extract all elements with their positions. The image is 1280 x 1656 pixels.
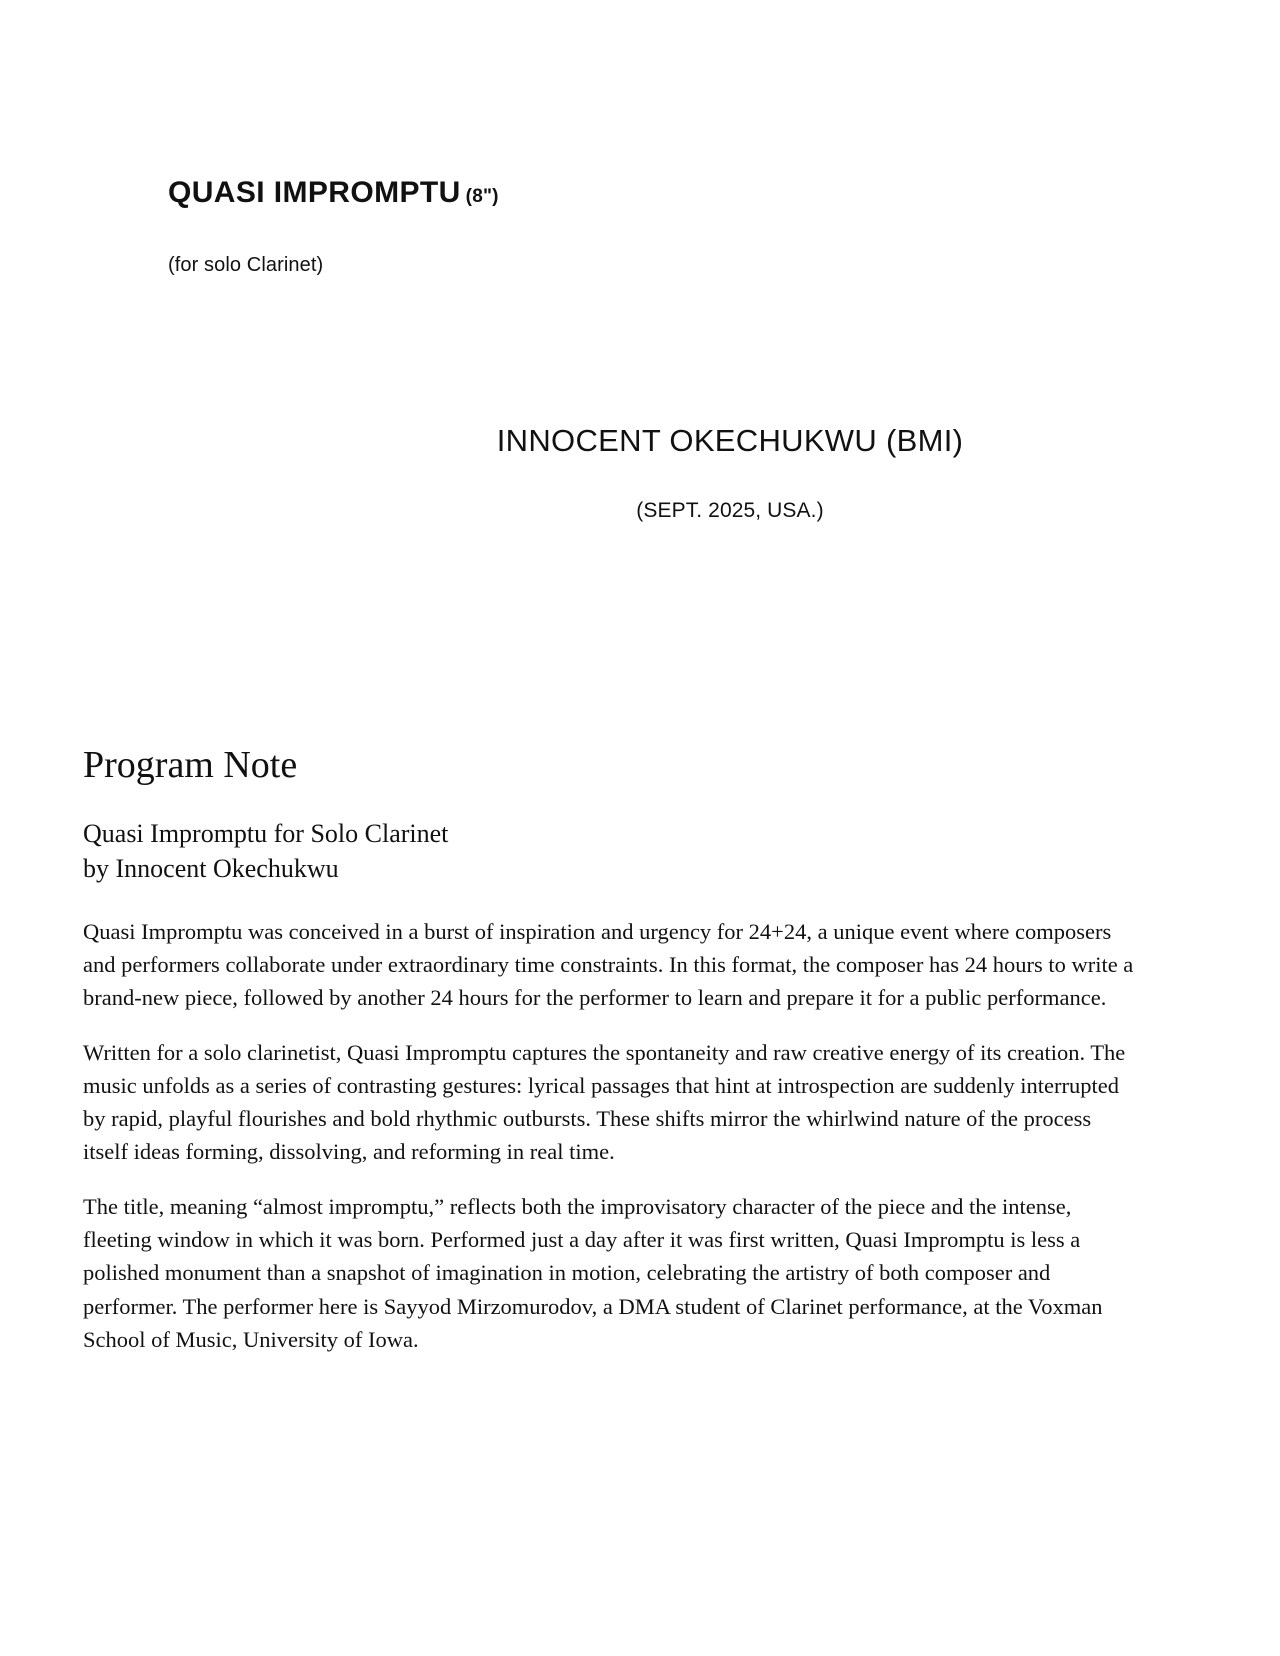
composer-name: INNOCENT OKECHUKWU (BMI)	[496, 423, 964, 458]
work-duration: (8")	[465, 186, 499, 207]
work-title-text: QUASI IMPROMPTU	[168, 176, 461, 209]
program-note-subtitle-line-2: by Innocent Okechukwu	[83, 854, 339, 884]
program-note-paragraph: Quasi Impromptu was conceived in a burst of inspiration and urgency for 24+24, a unique event where composers and performers collaborate under extraordinary time constraints. In this format, the composer has 24 hours to write a brand-new piece, followed by another 24 hours for the performer to learn and prepare it for a public performance.	[83, 918, 1134, 1011]
program-note-subtitle-line-1: Quasi Impromptu for Solo Clarinet	[83, 818, 449, 848]
composer-date-place: (SEPT. 2025, USA.)	[636, 499, 824, 522]
title-block	[168, 176, 1128, 211]
program-note-section	[83, 744, 1138, 1356]
program-note-paragraph: The title, meaning “almost impromptu,” reflects both the improvisatory character of the piece and the intense, fleeting window in which it was born. Performed just a day after it was first written, Quasi Impromptu is less a polished monument than a snapshot of imagination in motion, celebrating the artistry of both composer and performer. The performer here is Sayyod Mirzomurodov, a DMA student of Clarinet performance, at the Voxman School of Music, University of Iowa.	[83, 1194, 1103, 1352]
program-note-subtitle	[83, 816, 1138, 887]
instrumentation-line: (for solo Clarinet)	[168, 254, 324, 276]
program-note-paragraph: Written for a solo clarinetist, Quasi Impromptu captures the spontaneity and raw creative energy of its creation. The music unfolds as a series of contrasting gestures: lyrical passages that hint at introspection are suddenly interrupted by rapid, playful flourishes and bold rhythmic outbursts. These shifts mirror the whirlwind nature of the process itself ideas forming, dissolving, and reforming in real time.	[83, 1040, 1126, 1165]
program-note-heading: Program Note	[83, 744, 298, 786]
work-title	[168, 176, 1128, 211]
